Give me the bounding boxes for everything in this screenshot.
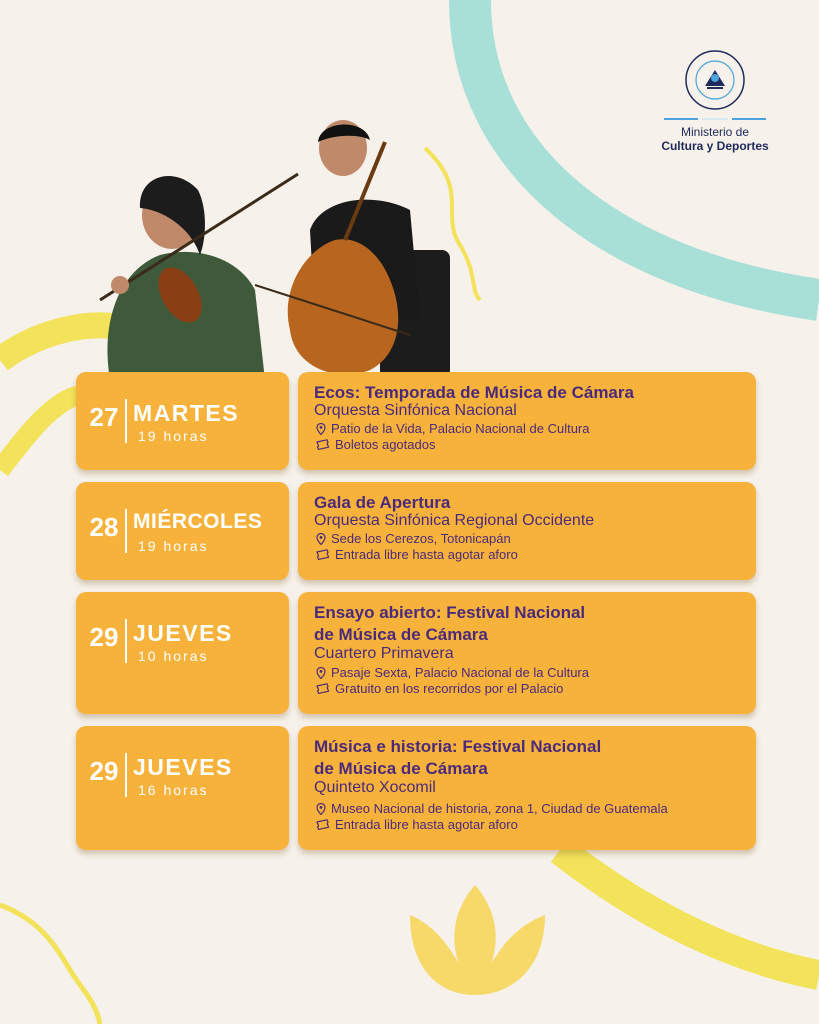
- ministry-logo: [640, 48, 790, 153]
- day-number: 27: [89, 402, 119, 432]
- yellow-squiggle-bottom-left: [0, 905, 100, 1024]
- event-item: [76, 482, 756, 580]
- violinist-figure: [100, 174, 298, 380]
- yellow-ribbon-left-lower: [0, 395, 80, 470]
- event-title: [314, 602, 744, 646]
- cellist-figure: [255, 120, 450, 382]
- event-title: Gala de Apertura: [314, 493, 451, 512]
- event-ticket: [316, 436, 435, 453]
- info-card: [298, 372, 756, 470]
- event-title: Ecos: Temporada de Música de Cámara: [314, 383, 634, 402]
- logo-rule: [640, 118, 790, 120]
- date-card: [76, 372, 289, 470]
- day-number: 29: [89, 622, 119, 652]
- location-text: Pasaje Sexta, Palacio Nacional de la Cultura: [331, 665, 589, 680]
- location-pin-icon: [316, 533, 326, 545]
- location-text: Museo Nacional de historia, zona 1, Ciudad de Guatemala: [331, 801, 668, 816]
- location-text: Sede los Cerezos, Totonicapán: [331, 531, 511, 546]
- location-pin-icon: [316, 667, 326, 679]
- weekday: JUEVES: [133, 754, 233, 780]
- event-item: [76, 726, 756, 850]
- ministry-name-line2: Cultura y Deportes: [661, 139, 769, 153]
- ticket-icon: [316, 819, 330, 830]
- yellow-flower-decoration: [410, 885, 545, 995]
- event-time: 19 horas: [138, 428, 209, 444]
- musicians-illustration: [80, 120, 480, 382]
- event-title-line1: Ensayo abierto: Festival Nacional: [314, 603, 586, 622]
- ticket-icon: [316, 683, 330, 694]
- ministry-name-line1: Ministerio de: [680, 125, 750, 139]
- date-divider: [125, 509, 127, 553]
- ticket-icon: [316, 439, 330, 450]
- day-number: 28: [89, 512, 119, 542]
- weekday: JUEVES: [133, 620, 233, 646]
- guatemala-seal-icon: [683, 48, 747, 112]
- event-title-line2: de Música de Cámara: [314, 759, 488, 778]
- date-card: [76, 592, 289, 714]
- date-divider: [125, 753, 127, 797]
- weekday: MIÉRCOLES: [133, 510, 263, 533]
- info-card: [298, 482, 756, 580]
- date-card: [76, 482, 289, 580]
- event-item: [76, 372, 756, 470]
- event-organizer: Cuartero Primavera: [314, 645, 454, 662]
- event-location: [316, 800, 668, 817]
- event-ticket: [316, 816, 518, 833]
- event-title-line1: Música e historia: Festival Nacional: [314, 737, 602, 756]
- yellow-ribbon-bottom: [560, 850, 819, 975]
- event-organizer: Orquesta Sinfónica Regional Occidente: [314, 512, 595, 529]
- ticket-text: Entrada libre hasta agotar aforo: [335, 817, 518, 832]
- ticket-text: Entrada libre hasta agotar aforo: [335, 547, 518, 562]
- day-number: 29: [89, 756, 119, 786]
- event-location: [316, 530, 511, 547]
- event-time: 16 horas: [138, 782, 209, 798]
- event-title-line2: de Música de Cámara: [314, 625, 488, 644]
- event-location: [316, 420, 589, 437]
- event-time: 19 horas: [138, 538, 209, 554]
- event-organizer: Quinteto Xocomil: [314, 779, 436, 796]
- location-text: Patio de la Vida, Palacio Nacional de Cultura: [331, 421, 590, 436]
- event-organizer: Orquesta Sinfónica Nacional: [314, 402, 517, 419]
- info-card: [298, 592, 756, 714]
- event-location: [316, 664, 589, 681]
- location-pin-icon: [316, 803, 326, 815]
- event-item: [76, 592, 756, 714]
- event-time: 10 horas: [138, 648, 209, 664]
- weekday: MARTES: [133, 400, 240, 426]
- event-title: [314, 736, 744, 780]
- ticket-text: Boletos agotados: [335, 437, 436, 452]
- event-ticket: [316, 546, 518, 563]
- ticket-text: Gratuito en los recorridos por el Palacio: [335, 681, 564, 696]
- date-divider: [125, 399, 127, 443]
- event-ticket: [316, 680, 563, 697]
- location-pin-icon: [316, 423, 326, 435]
- date-divider: [125, 619, 127, 663]
- date-card: [76, 726, 289, 850]
- ticket-icon: [316, 549, 330, 560]
- info-card: [298, 726, 756, 850]
